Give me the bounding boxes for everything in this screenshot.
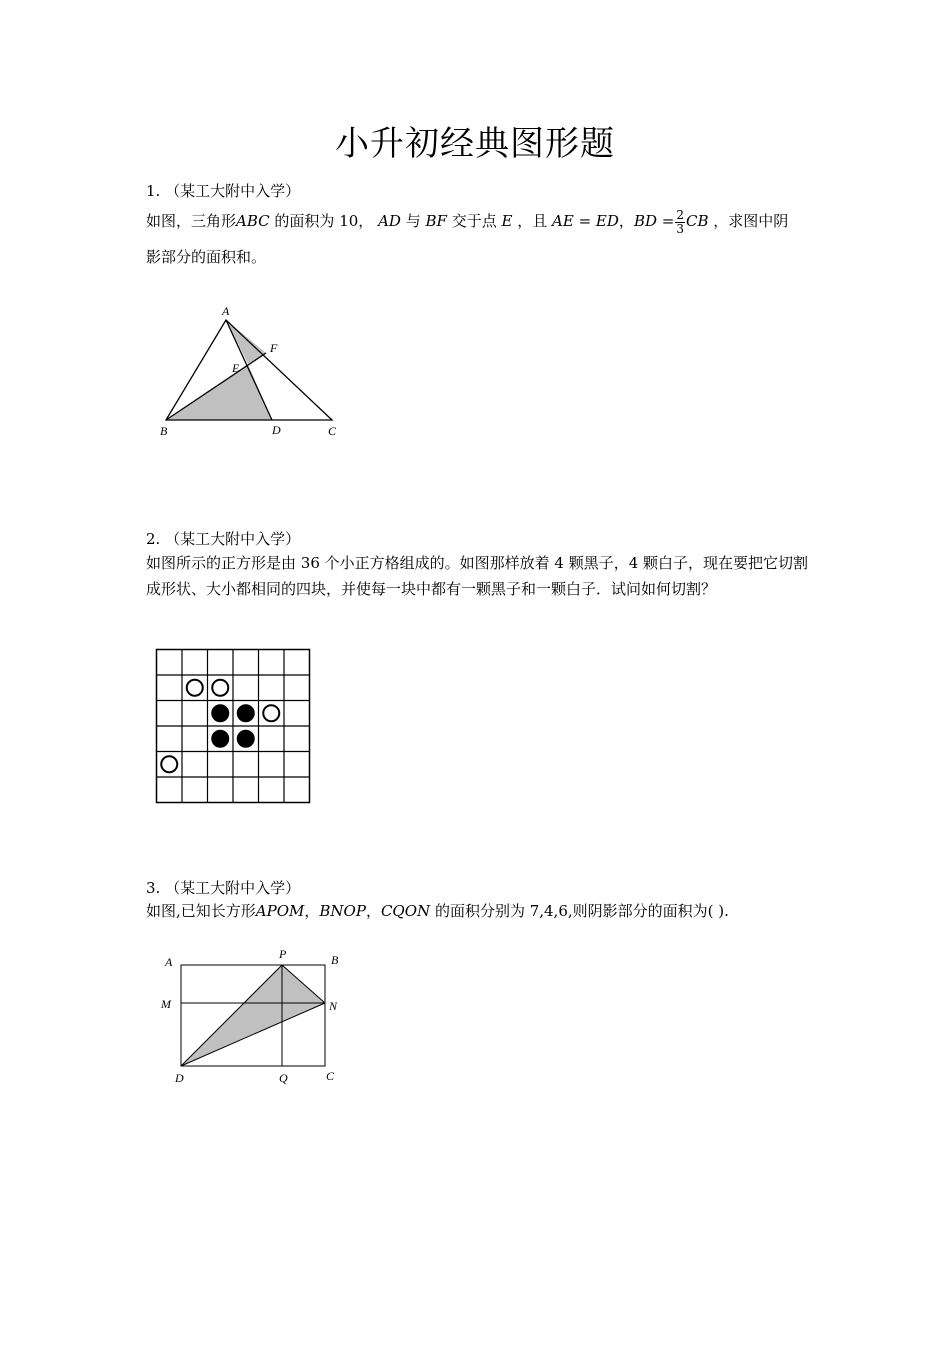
fraction-two-thirds: $\frac{2}{3}$ [676, 207, 684, 236]
label-b: B [160, 424, 168, 438]
label-b: B [331, 953, 339, 967]
white-stone [212, 680, 228, 696]
question-3-rectangle-figure [155, 940, 355, 1090]
white-stone [187, 680, 203, 696]
shaded-region-bed [166, 364, 272, 420]
question-3-heading: 3. （某工大附中入学） [146, 879, 301, 897]
label-a: A [165, 955, 173, 969]
shaded-triangle-pnd [181, 965, 325, 1066]
question-1-triangle-figure [150, 300, 350, 445]
white-stone [263, 705, 279, 721]
question-1-line-1: 如图，三角形ABC 的面积为 10， AD 与 BF 交于点 E ，且 AE = ED，BD = $\frac{2}{3}$ CB ，求图中阴 [146, 207, 789, 236]
label-d: D [272, 423, 281, 437]
white-stone [161, 756, 177, 772]
question-2-heading: 2. （某工大附中入学） [146, 530, 301, 548]
question-2-text: 如图所示的正方形是由 36 个小正方格组成的。如图那样放着 4 颗黑子，4 颗白子，现在要把它切割成形状、大小都相同的四块，并使每一块中都有一颗黑子和一颗白子．试问如何切割？ [146, 554, 809, 598]
question-3-text: 如图,已知长方形APOM，BNOP，CQON 的面积分别为 7,4,6,则阴影部分的面积为( ). [146, 902, 729, 920]
label-m: M [161, 997, 171, 1011]
question-1-heading: 1. （某工大附中入学） [146, 182, 301, 200]
label-p: P [279, 947, 287, 961]
label-e: E [232, 361, 240, 375]
black-stone [238, 731, 254, 747]
label-c: C [328, 424, 337, 438]
label-q: Q [279, 1071, 288, 1085]
label-d: D [175, 1071, 184, 1085]
label-f: F [270, 341, 278, 355]
label-c: C [326, 1069, 335, 1083]
page-title: 小升初经典图形题 [335, 124, 615, 164]
question-2-stone-grid [155, 648, 311, 804]
label-n: N [329, 999, 338, 1013]
label-a: A [222, 304, 230, 318]
black-stone [212, 705, 228, 721]
black-stone [212, 731, 228, 747]
question-1-text [146, 208, 816, 270]
black-stone [238, 705, 254, 721]
question-1-line-2: 影部分的面积和。 [146, 247, 267, 266]
